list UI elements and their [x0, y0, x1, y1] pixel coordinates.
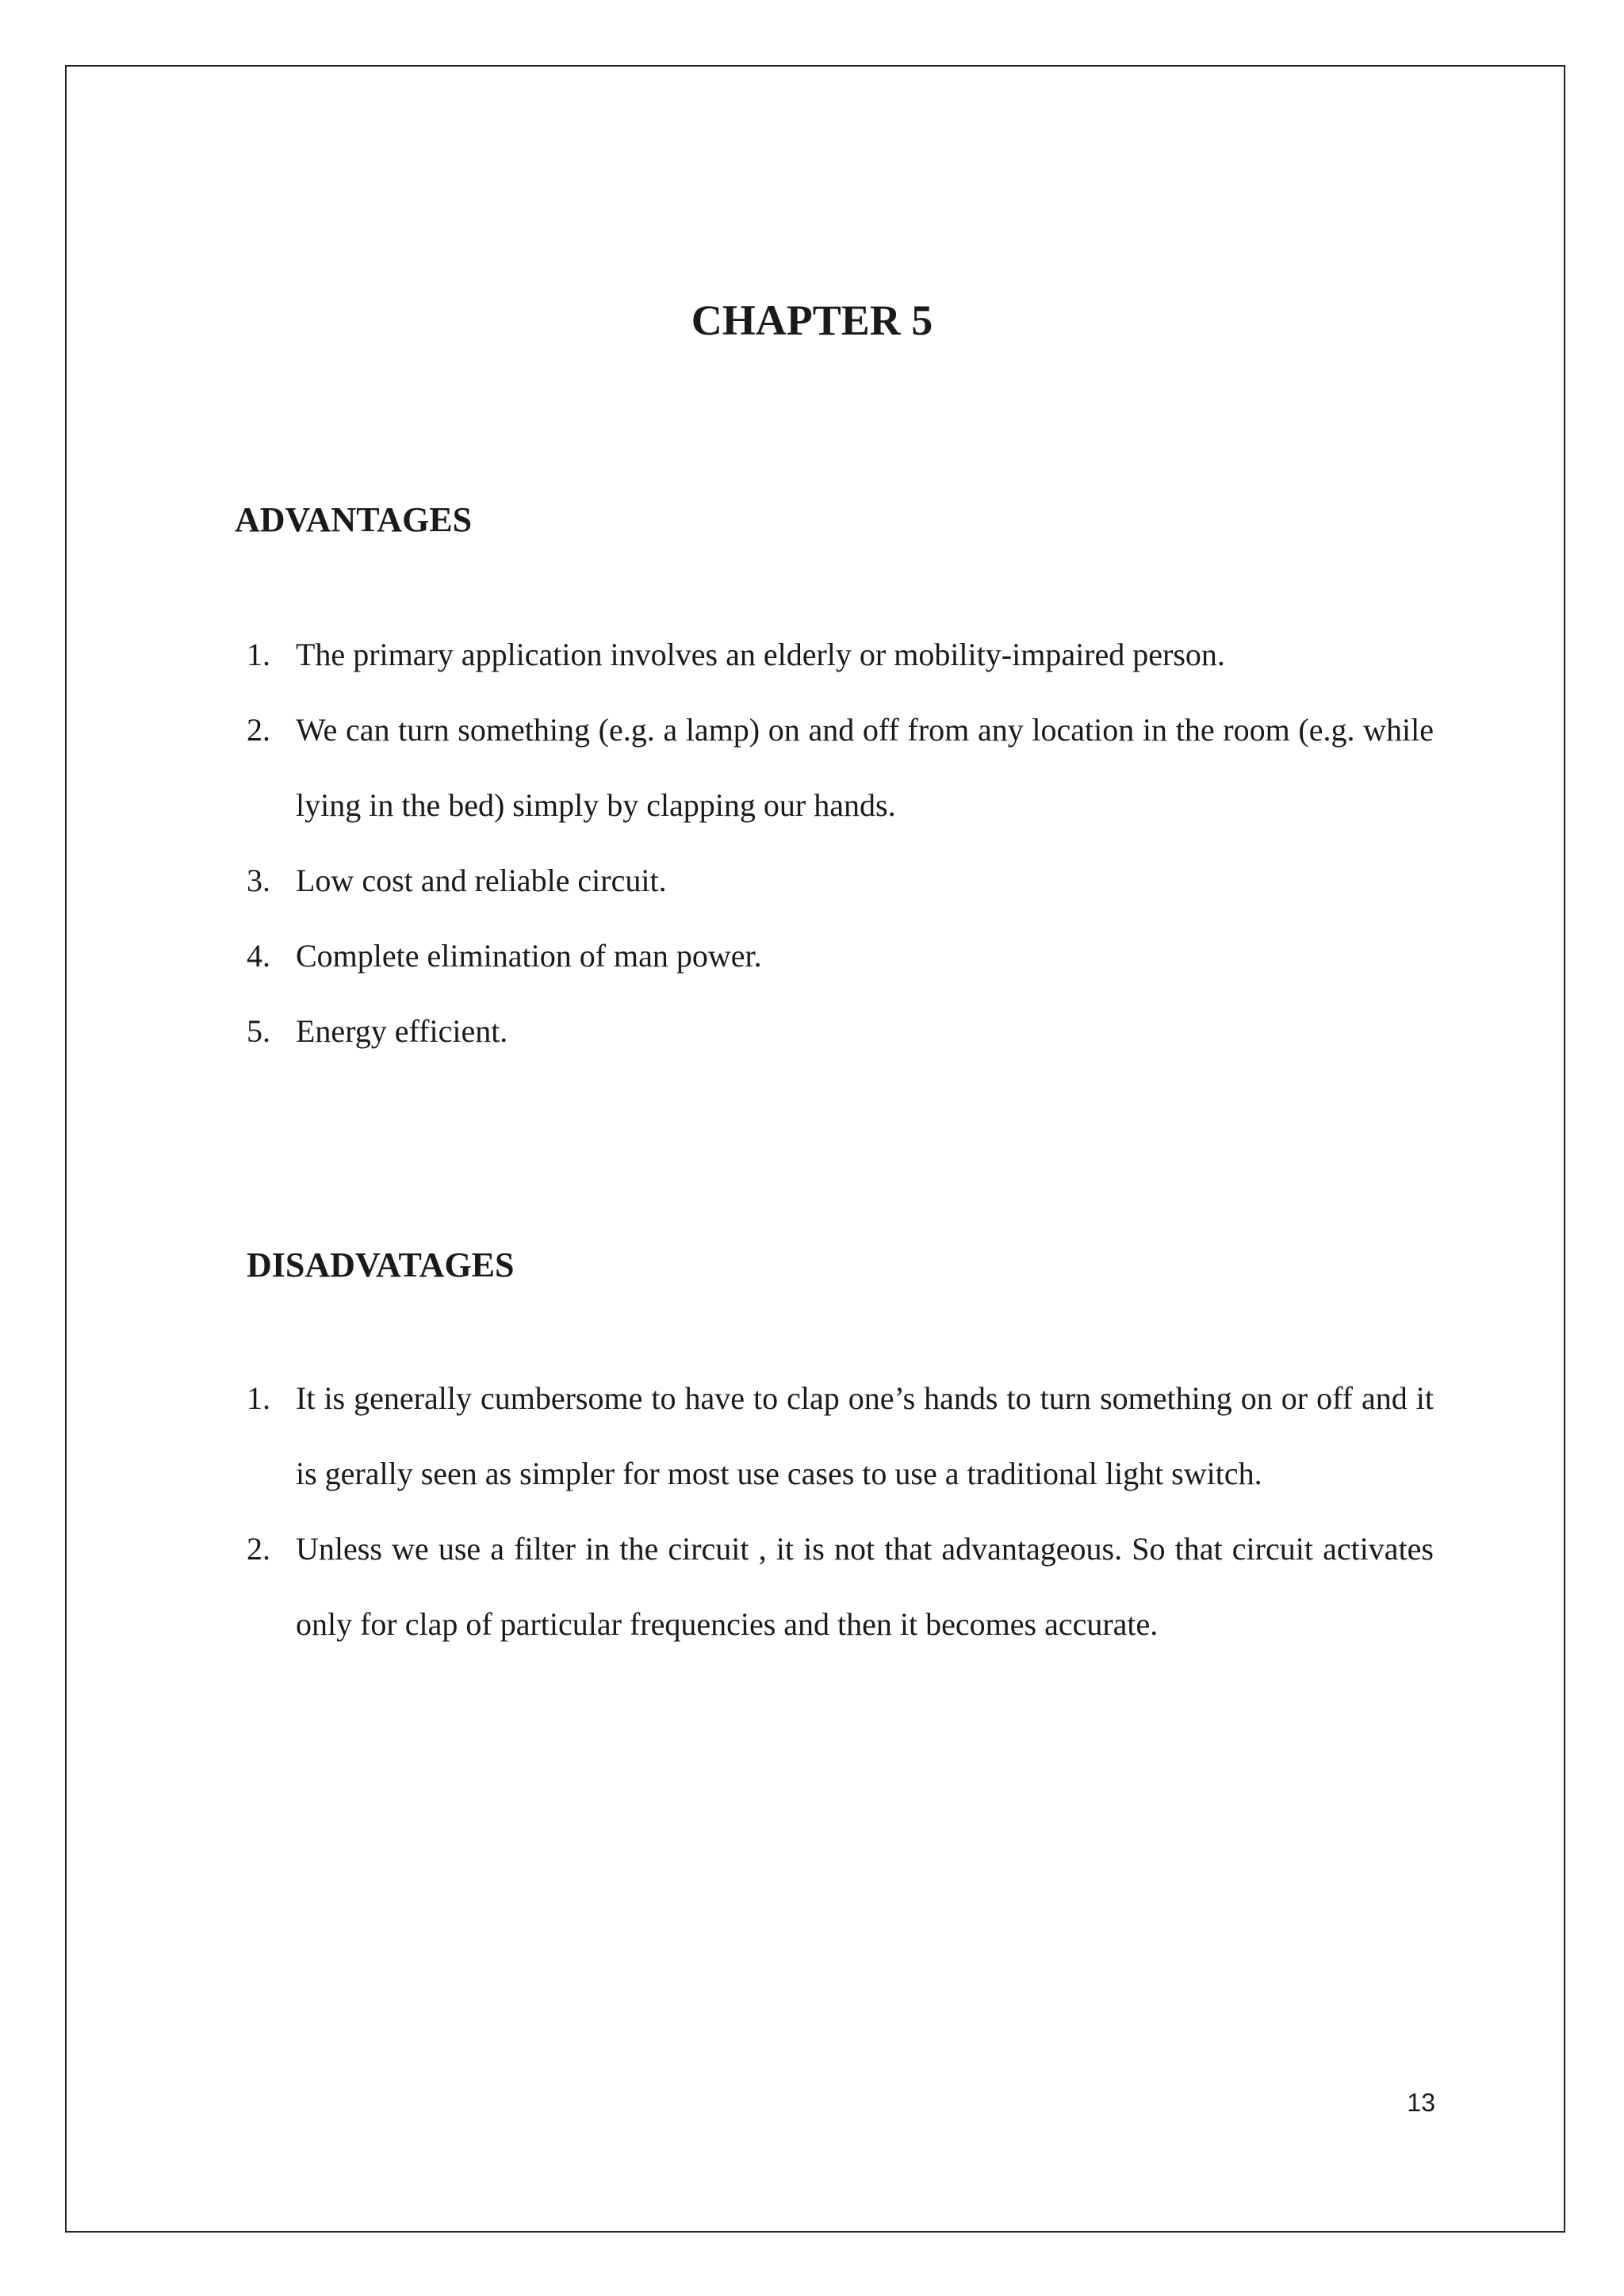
advantage-item: [235, 993, 1434, 1069]
list-item-number: 2.: [247, 712, 270, 748]
list-item-text: Complete elimination of man power.: [296, 938, 762, 974]
chapter-title: CHAPTER 5: [691, 297, 933, 344]
disadvantage-item: [235, 1511, 1434, 1662]
list-item-text: Unless we use a filter in the circuit , it is not that advantageous. So that circuit activates only for clap of particular frequencies and then it becomes accurate.: [296, 1531, 1434, 1642]
advantage-item: [235, 843, 1434, 918]
advantage-item: [235, 617, 1434, 692]
list-item-text: Low cost and reliable circuit.: [296, 863, 667, 898]
list-item-text: Energy efficient.: [296, 1013, 508, 1049]
list-item-number: 2.: [247, 1531, 270, 1567]
advantages-list: [235, 617, 1434, 1069]
advantage-item: [235, 692, 1434, 843]
list-item-number: 1.: [247, 637, 270, 672]
advantage-item: [235, 918, 1434, 993]
disadvantages-heading: DISADVATAGES: [247, 1246, 515, 1284]
advantages-heading: ADVANTAGES: [235, 500, 473, 539]
list-item-text: It is generally cumbersome to have to clap one’s hands to turn something on or off and it is gerally seen as simpler for most use cases to use a traditional light switch.: [296, 1380, 1434, 1491]
disadvantages-list: [235, 1360, 1434, 1662]
list-item-number: 5.: [247, 1013, 270, 1049]
list-item-number: 3.: [247, 863, 270, 898]
list-item-text: The primary application involves an elderly or mobility-impaired person.: [296, 637, 1225, 672]
list-item-number: 1.: [247, 1380, 270, 1416]
list-item-number: 4.: [247, 938, 270, 974]
page-border: [65, 65, 1565, 2233]
disadvantage-item: [235, 1360, 1434, 1511]
list-item-text: We can turn something (e.g. a lamp) on and off from any location in the room (e.g. while lying in the bed) simply by clapping our hands.: [296, 712, 1434, 823]
page-number: 13: [1407, 2088, 1435, 2117]
